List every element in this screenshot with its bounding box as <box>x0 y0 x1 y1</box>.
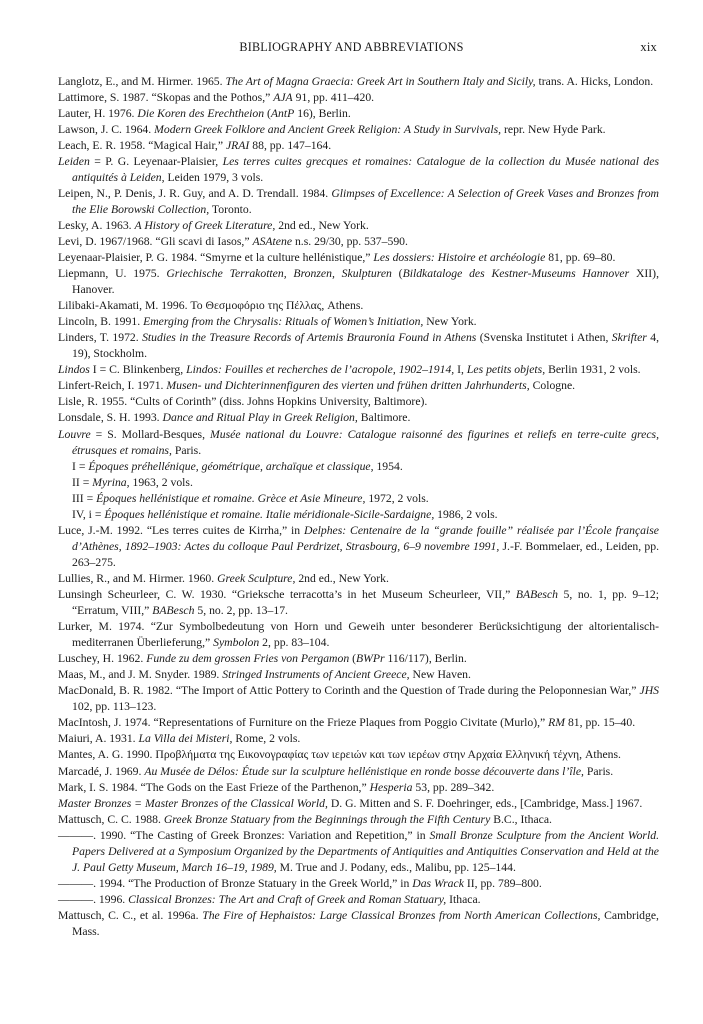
italic-text: Louvre <box>58 427 91 441</box>
entry-text: Lullies, R., and M. Hirmer. 1960. <box>58 571 218 585</box>
italic-text: JHS <box>639 684 659 698</box>
bibliography-entry <box>58 330 659 362</box>
entry-text: I = C. Blinkenberg, <box>89 363 187 377</box>
entry-text: Lauter, H. 1976. <box>58 106 138 120</box>
bibliography-entry <box>58 394 659 410</box>
running-head <box>0 40 703 58</box>
entry-text: ———. 1994. “The Production of Bronze Statuary in the Greek World,” in <box>58 876 413 890</box>
italic-text: Hesperia <box>369 780 413 794</box>
entry-text: 102, pp. 113–123. <box>72 700 157 714</box>
entry-text: II, pp. 789–800. <box>463 876 542 890</box>
italic-text: Greek Bronze Statuary from the Beginnings through the Fifth Century <box>163 812 494 826</box>
italic-text: Greek Sculpture, <box>217 571 296 585</box>
entry-text: 16), Berlin. <box>294 106 351 120</box>
italic-text: Master Bronzes = Master Bronzes of the Classical World, <box>58 796 328 810</box>
entry-text: ———. 1990. “The Casting of Greek Bronzes: Variation and Repetition,” in <box>58 828 430 842</box>
entry-text: Lurker, M. 1974. “Zur Symbolbedeutung von Horn und Geweih unter besonderer Berücksichtigung der altorientalisch-mediterranen Überlieferung,” <box>58 620 659 650</box>
italic-text: AJA <box>273 90 293 104</box>
entry-text: Lawson, J. C. 1964. <box>58 122 155 136</box>
italic-text: Les terres cuites grecques et romaines: Catalogue de la collection du Musée national des antiquités à Leiden, <box>72 154 659 184</box>
bibliography-entry <box>58 908 659 940</box>
bibliography-entry <box>58 122 659 138</box>
entry-text: Levi, D. 1967/1968. “Gli scavi di Iasos,” <box>58 234 253 248</box>
bibliography-subentry <box>58 507 659 523</box>
italic-text: Emerging from the Chrysalis: Rituals of Women’s Initiation, <box>143 315 424 329</box>
bibliography-entry <box>58 106 659 122</box>
entry-text: Lilibaki-Akamati, M. 1996. Το Θεσμοφόριο της Πέλλας, Athens. <box>58 299 364 313</box>
entry-text: I = <box>72 459 89 473</box>
italic-text: Modern Greek Folklore and Ancient Greek Religion: A Study in Survivals, <box>154 122 502 136</box>
bibliography-entry <box>58 828 659 876</box>
bibliography-entry <box>58 410 659 426</box>
bibliography-entry <box>58 74 659 90</box>
bibliography-entry <box>58 619 659 651</box>
italic-text: Musée national du Louvre: Catalogue raisonné des figurines et reliefs en terre-cuite grecs, étrusques et romains, <box>72 427 659 457</box>
entry-text: ( <box>349 652 356 666</box>
entry-text: MacDonald, B. R. 1982. “The Import of Attic Pottery to Corinth and the Question of Trade during the Peloponnesian War,” <box>58 684 640 698</box>
entry-text: Paris. <box>583 764 614 778</box>
italic-text: La Villa dei Misteri, <box>138 732 233 746</box>
bibliography-entry <box>58 523 659 571</box>
entry-text: (Svenska Institutet i Athen, <box>476 331 612 345</box>
page-number: xix <box>640 40 657 54</box>
entry-text: Mantes, A. G. 1990. Προβλήματα της Εικονογραφίας των ιερειών και των ιερέων στην Αρχαία Ελληνική τέχνη, Athens. <box>58 748 621 762</box>
entry-text: Rome, 2 vols. <box>232 732 301 746</box>
entry-text: I, <box>454 363 467 377</box>
bibliography-entry <box>58 218 659 234</box>
entry-text: New York. <box>423 315 477 329</box>
entry-text: Leipen, N., P. Denis, J. R. Guy, and A. D. Trendall. 1984. <box>58 186 332 200</box>
entry-text: Marcadé, J. 1969. <box>58 764 145 778</box>
entry-text: Lunsingh Scheurleer, C. W. 1930. “Grieksche terracotta’s in het Museum Scheurleer, VII,” <box>58 588 516 601</box>
bibliography-entry <box>58 138 659 154</box>
entry-text: ( <box>391 267 403 281</box>
entry-text: MacIntosh, J. 1974. “Representations of Furniture on the Frieze Plaques from Poggio Civitate (Murlo),” <box>58 716 549 730</box>
bibliography-entry <box>58 667 659 683</box>
entry-text: 5, no. 2, pp. 13–17. <box>194 604 288 618</box>
entry-text: B.C., <box>493 812 518 826</box>
bibliography-entry <box>58 362 659 378</box>
entry-text: 2, pp. 83–104. <box>259 636 330 650</box>
entry-text: Paris. <box>171 443 202 457</box>
bibliography-entry <box>58 186 659 218</box>
entry-text: M. True and J. Podany, eds., Malibu, pp. 125–144. <box>276 860 516 874</box>
entry-text: trans. A. Hicks, London. <box>535 74 654 88</box>
italic-text: The Fire of Hephaistos: Large Classical Bronzes from North American Collections, <box>202 908 601 922</box>
entry-text: Linfert-Reich, I. 1971. <box>58 379 167 393</box>
bibliography-entry <box>58 90 659 106</box>
italic-text: Les dossiers: Histoire et archéologie <box>373 251 546 265</box>
italic-text: BABesch <box>515 588 559 601</box>
entry-text: 1963, 2 vols. <box>129 475 193 489</box>
bibliography-entry <box>58 378 659 394</box>
entry-text: 4, 19), Stockholm. <box>72 331 660 361</box>
entry-text: 5, no. 1, pp. 9–12; “Erratum, VIII,” <box>72 588 659 618</box>
entry-text: Ithaca. <box>446 892 481 906</box>
entry-text: Leach, E. R. 1958. “Magical Hair,” <box>58 138 226 152</box>
italic-text: JRAI <box>225 138 250 152</box>
bibliography-entry <box>58 314 659 330</box>
entry-text: Ithaca. <box>517 812 552 826</box>
italic-text: Delphes: Centenaire de la “grande fouille” réalisée par l’École française d’Athènes, 1892–1903: Actes du colloque Paul Perdrizet, Strasbourg, 6–9 novembre 1991, <box>72 523 659 553</box>
italic-text: Époques hellénistique et romaine. Grèce et Asie Mineure, <box>96 491 366 505</box>
italic-text: Symbolon <box>213 636 260 650</box>
entry-text: 116/117), Berlin. <box>384 652 467 666</box>
entry-text: 1986, 2 vols. <box>434 507 498 521</box>
italic-text: Small Bronze Sculpture from the Ancient World. Papers Delivered at a Symposium Organized by the Departments of Antiquities and Antiquities Conservation and Held at the J. Paul Getty Museum, March 16–19, 1989, <box>72 828 659 874</box>
bibliography-entry <box>58 796 659 812</box>
entry-text: Lonsdale, S. H. 1993. <box>58 411 163 425</box>
entry-text: 53, pp. 289–342. <box>412 780 495 794</box>
bibliography-entry <box>58 571 659 587</box>
bibliography-entry <box>58 651 659 667</box>
entry-text: 1972, 2 vols. <box>365 491 429 505</box>
italic-text: AntP <box>270 106 295 120</box>
entry-text: Luschey, H. 1962. <box>58 652 147 666</box>
bibliography-subentry <box>58 459 659 475</box>
bibliography-list <box>58 74 659 941</box>
bibliography-entry <box>58 154 659 186</box>
entry-text: 81, pp. 15–40. <box>565 716 636 730</box>
entry-text: XII), Hanover. <box>72 267 659 297</box>
entry-text: Luce, J.-M. 1992. “Les terres cuites de Kirrha,” in <box>58 523 304 537</box>
italic-text: Stringed Instruments of Ancient Greece, <box>222 668 410 682</box>
italic-text: Myrina, <box>92 475 130 489</box>
bibliography-entry <box>58 731 659 747</box>
bibliography-entry <box>58 250 659 266</box>
italic-text: A History of Greek Literature, <box>134 218 276 232</box>
italic-text: Skrifter <box>611 331 647 345</box>
entry-text: II = <box>72 475 93 489</box>
italic-text: Die Koren des Erechtheion <box>137 106 265 120</box>
italic-text: BABesch <box>152 604 195 618</box>
entry-text: 81, pp. 69–80. <box>545 251 616 265</box>
bibliography-entry <box>58 587 659 619</box>
entry-text: Langlotz, E., and M. Hirmer. 1965. <box>58 74 226 88</box>
bibliography-entry <box>58 812 659 828</box>
entry-text: Mattusch, C. C., et al. 1996a. <box>58 908 203 922</box>
bibliography-entry <box>58 427 659 459</box>
entry-text: Lincoln, B. 1991. <box>58 315 144 329</box>
bibliography-entry <box>58 298 659 314</box>
entry-text: Berlin 1931, 2 vols. <box>545 363 641 377</box>
italic-text: Dance and Ritual Play in Greek Religion, <box>162 411 358 425</box>
entry-text: Leiden 1979, 3 vols. <box>164 170 264 184</box>
entry-text: repr. New Hyde Park. <box>501 122 606 136</box>
italic-text: Époques préhellénique, géométrique, archaïque et classique, <box>88 459 374 473</box>
bibliography-subentry <box>58 491 659 507</box>
entry-text: = P. G. Leyenaar-Plaisier, <box>89 154 223 168</box>
italic-text: Musen- und Dichterinnenfiguren des vierten und frühen dritten Jahrhunderts, <box>166 379 530 393</box>
italic-text: Lindos: Fouilles et recherches de l’acropole, 1902–1914, <box>186 363 455 377</box>
entry-text: 88, pp. 147–164. <box>249 138 332 152</box>
bibliography-entry <box>58 892 659 908</box>
entry-text: 2nd ed., New York. <box>295 571 389 585</box>
entry-text: n.s. 29/30, pp. 537–590. <box>292 234 408 248</box>
bibliography-entry <box>58 780 659 796</box>
bibliography-entry <box>58 747 659 763</box>
italic-text: Époques hellénistique et romaine. Italie méridionale-Sicile-Sardaigne, <box>104 507 435 521</box>
italic-text: Lindos <box>58 363 90 377</box>
entry-text: ( <box>264 106 271 120</box>
italic-text: Griechische Terrakotten, Bronzen, Skulpturen <box>166 267 392 281</box>
entry-text: Baltimore. <box>357 411 411 425</box>
entry-text: Lisle, R. 1955. “Cults of Corinth” (diss. Johns Hopkins University, Baltimore). <box>58 395 428 409</box>
entry-text: Cambridge, Mass. <box>72 908 659 938</box>
entry-text: 91, pp. 411–420. <box>292 90 375 104</box>
italic-text: RM <box>548 716 566 730</box>
italic-text: The Art of Magna Graecia: Greek Art in Southern Italy and Sicily, <box>225 74 536 88</box>
italic-text: Studies in the Treasure Records of Artemis Brauronia Found in Athens <box>142 331 477 345</box>
entry-text: J.-F. Bommelaer, ed., Leiden, pp. 263–275. <box>72 539 659 569</box>
entry-text: D. G. Mitten and S. F. Doehringer, eds., [Cambridge, Mass.] 1967. <box>327 796 643 810</box>
entry-text: III = <box>72 491 97 505</box>
italic-text: Funde zu dem grossen Fries von Pergamon <box>146 652 350 666</box>
entry-text: Leyenaar-Plaisier, P. G. 1984. “Smyrne et la culture hellénistique,” <box>58 251 374 265</box>
entry-text: Liepmann, U. 1975. <box>58 267 167 281</box>
entry-text: = S. Mollard-Besques, <box>90 427 210 441</box>
entry-text: Maas, M., and J. M. Snyder. 1989. <box>58 668 223 682</box>
entry-text: Toronto. <box>209 202 252 216</box>
italic-text: Les petits objets, <box>466 363 546 377</box>
entry-text: Mattusch, C. C. 1988. <box>58 812 164 826</box>
entry-text: Lattimore, S. 1987. “Skopas and the Pothos,” <box>58 90 274 104</box>
page-title: BIBLIOGRAPHY AND ABBREVIATIONS <box>239 40 464 54</box>
entry-text: ———. 1996. <box>58 892 129 906</box>
entry-text: IV, i = <box>72 507 105 521</box>
entry-text: 2nd ed., New York. <box>275 218 369 232</box>
entry-text: 1954. <box>373 459 403 473</box>
bibliography-entry <box>58 764 659 780</box>
italic-text: ASAtene <box>252 234 293 248</box>
italic-text: Au Musée de Délos: Étude sur la sculpture hellénistique en ronde bosse découverte dans l’île, <box>144 764 584 778</box>
entry-text: New Haven. <box>409 668 471 682</box>
bibliography-entry <box>58 234 659 250</box>
italic-text: Glimpses of Excellence: A Selection of Greek Vases and Bronzes from the Elie Borowski Collection, <box>72 186 659 216</box>
entry-text: Linders, T. 1972. <box>58 331 143 345</box>
bibliography-entry <box>58 683 659 715</box>
italic-text: Classical Bronzes: The Art and Craft of Greek and Roman Statuary, <box>128 892 447 906</box>
bibliography-subentry <box>58 475 659 491</box>
bibliography-entry <box>58 876 659 892</box>
italic-text: Das Wrack <box>412 876 464 890</box>
italic-text: BWPr <box>356 652 385 666</box>
entry-text: Maiuri, A. 1931. <box>58 732 139 746</box>
italic-text: Leiden <box>58 154 90 168</box>
entry-text: Cologne. <box>529 379 576 393</box>
bibliography-entry <box>58 266 659 298</box>
italic-text: Bildkataloge des Kestner-Museums Hannover <box>402 267 630 281</box>
bibliography-entry <box>58 715 659 731</box>
entry-text: Lesky, A. 1963. <box>58 218 135 232</box>
entry-text: Mark, I. S. 1984. “The Gods on the East Frieze of the Parthenon,” <box>58 780 370 794</box>
